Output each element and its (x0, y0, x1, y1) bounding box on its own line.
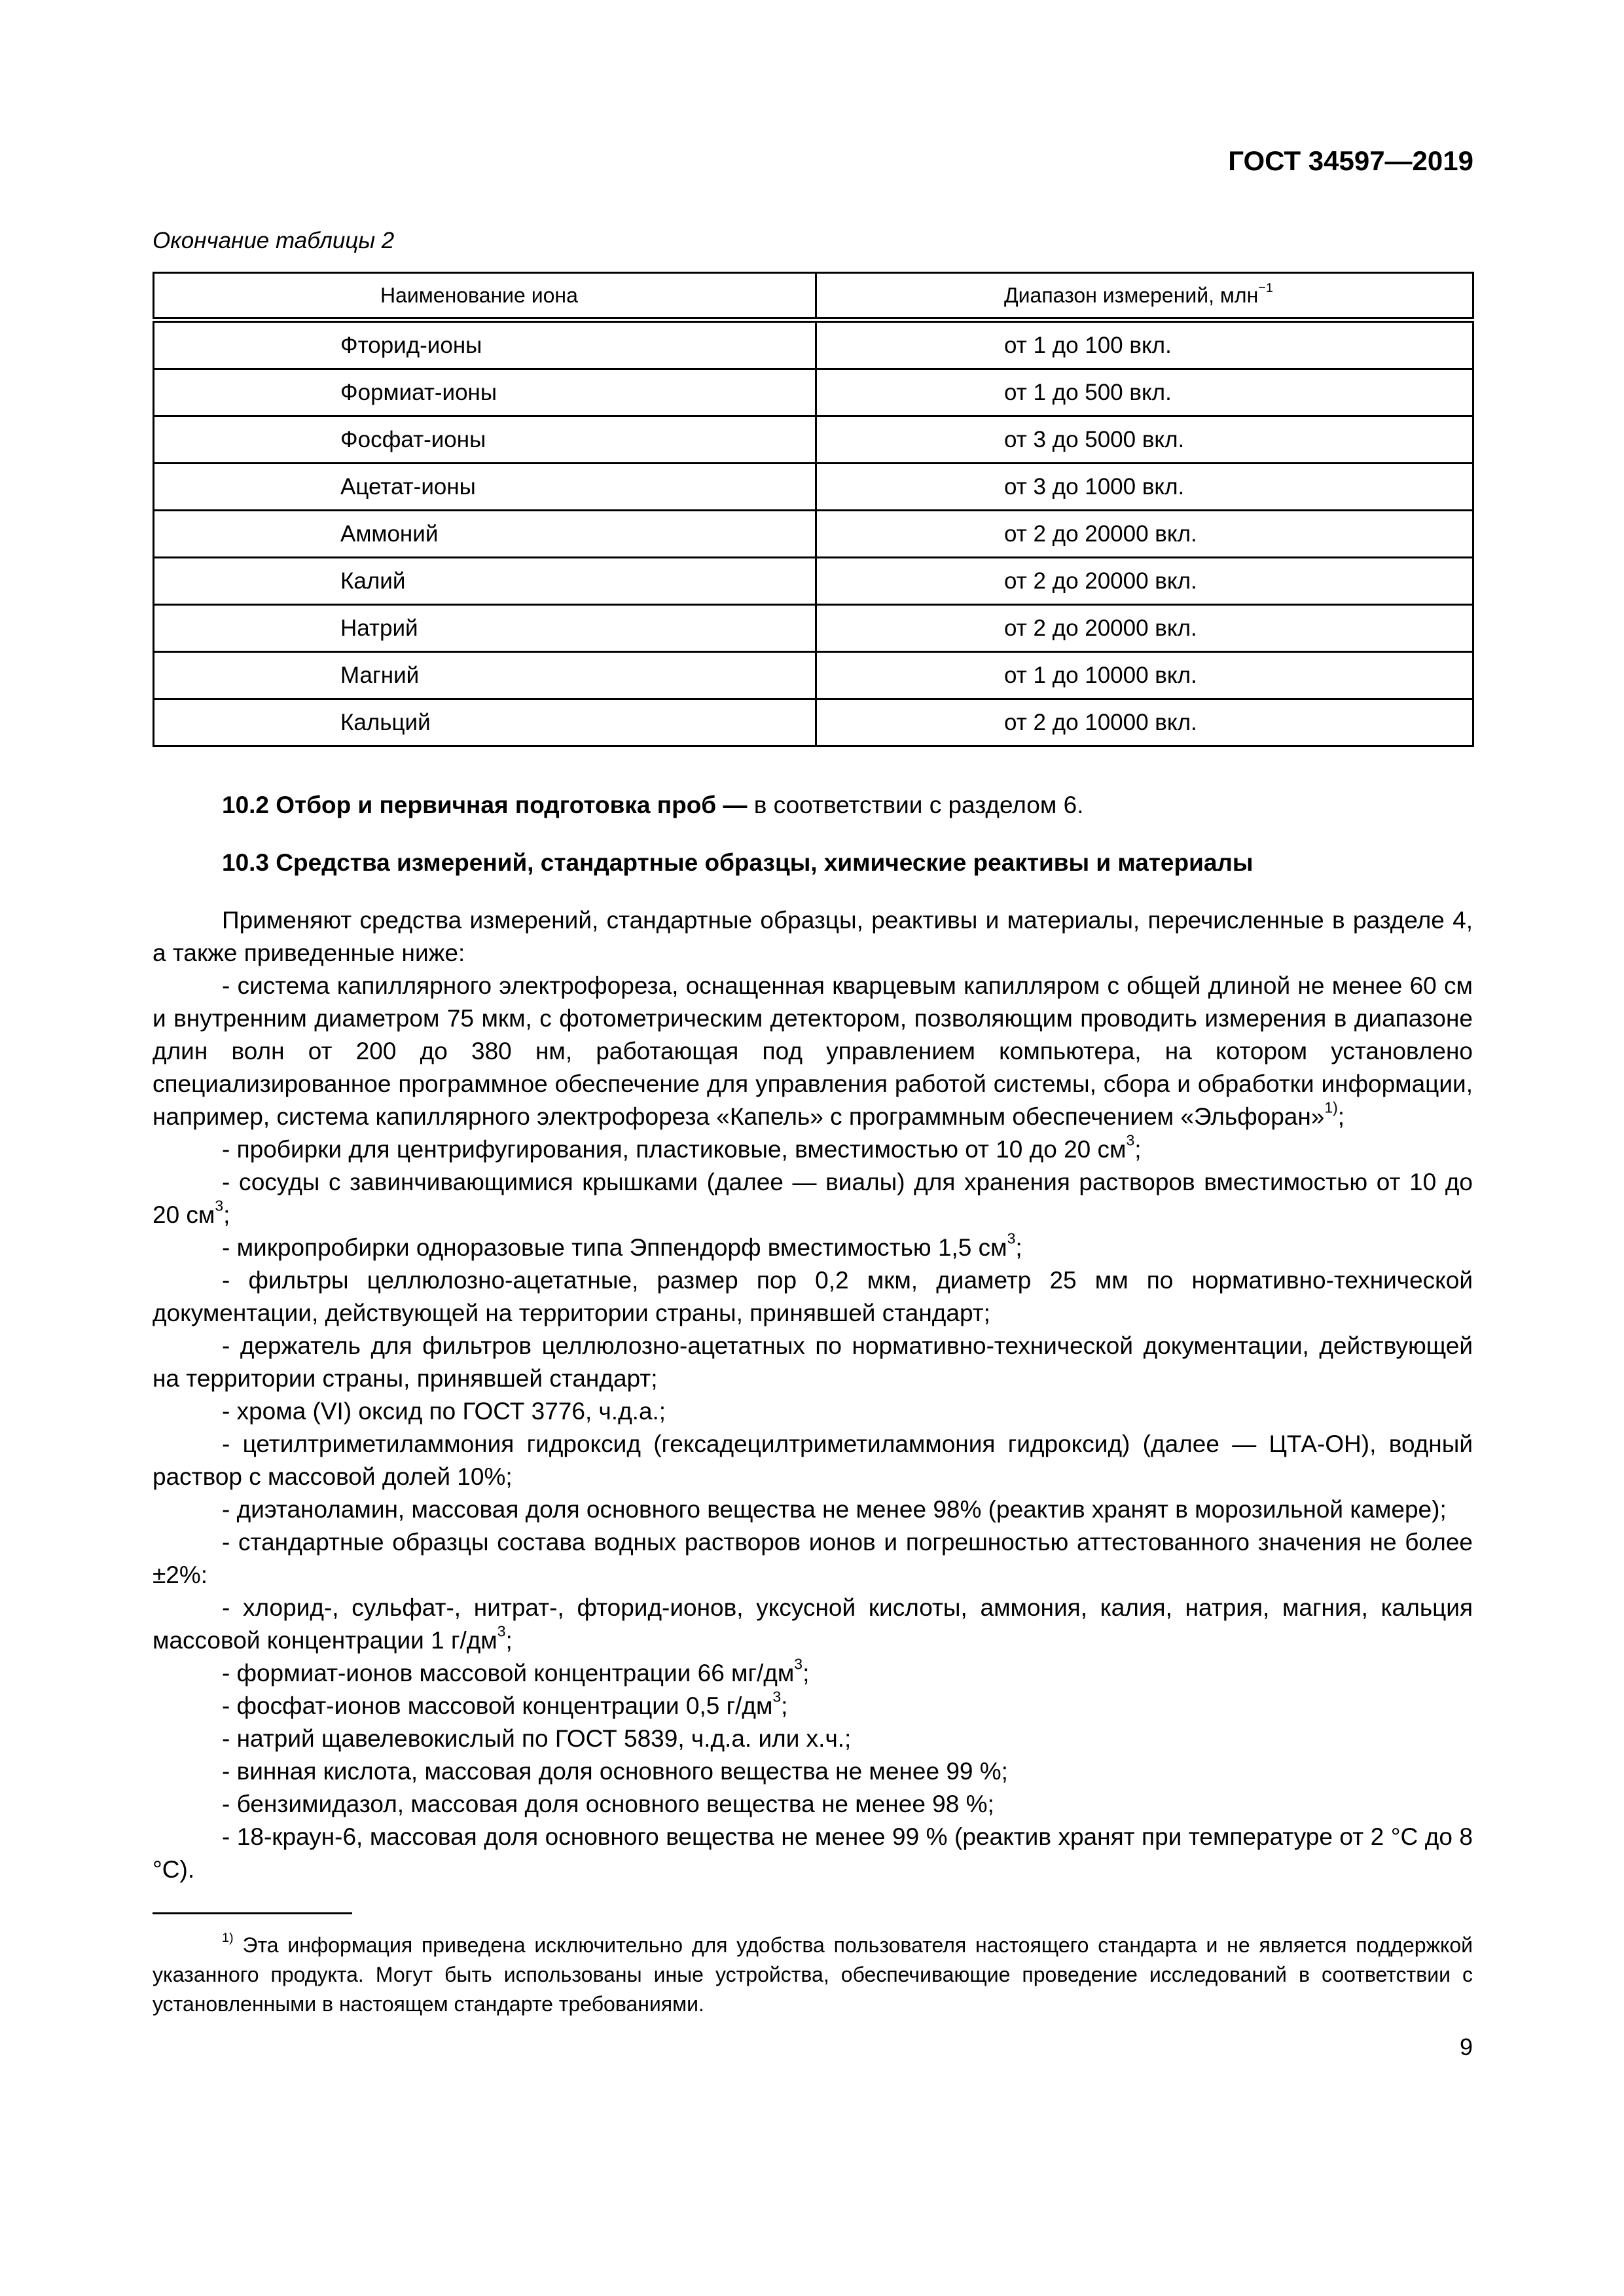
item-text: - сосуды с завинчивающимися крышками (далее — виалы) для хранения растворов вместимостью от 10 до 20 см (153, 1169, 1473, 1228)
item-text: - натрий щавелевокислый по ГОСТ 5839, ч.д.а. или х.ч.; (222, 1725, 852, 1752)
table-row (154, 699, 1473, 746)
measurement-range: от 1 до 10000 вкл. (816, 652, 1473, 699)
list-item (153, 1722, 1473, 1755)
table-row (154, 320, 1473, 369)
table-row (154, 369, 1473, 416)
document-code: ГОСТ 34597—2019 (1228, 145, 1473, 176)
item-text: - пробирки для центрифугирования, пластиковые, вместимостью от 10 до 20 см (222, 1136, 1127, 1163)
ion-name: Калий (154, 558, 816, 605)
item-tail: ; (781, 1692, 788, 1719)
table-row (154, 511, 1473, 558)
item-text: - хрома (VI) оксид по ГОСТ 3776, ч.д.а.; (222, 1398, 666, 1425)
ion-name: Магний (154, 652, 816, 699)
item-superscript: 3 (215, 1197, 224, 1214)
list-item (153, 1166, 1473, 1231)
ion-name: Ацетат-ионы (154, 464, 816, 511)
list-item (153, 1788, 1473, 1821)
ion-name: Натрий (154, 605, 816, 652)
list-item (153, 1133, 1473, 1166)
list-item (153, 1690, 1473, 1722)
item-text: - хлорид-, сульфат-, нитрат-, фторид-ионов, уксусной кислоты, аммония, калия, натрия, магния, кальция массовой концентрации 1 г/дм (153, 1594, 1473, 1654)
table-row (154, 558, 1473, 605)
list-item (153, 1428, 1473, 1493)
section-10-2-title: 10.2 Отбор и первичная подготовка проб — (222, 792, 748, 818)
ion-name: Формиат-ионы (154, 369, 816, 416)
item-text: - винная кислота, массовая доля основного вещества не менее 99 %; (222, 1758, 1008, 1785)
item-text: - микропробирки одноразовые типа Эппендорф вместимостью 1,5 см (222, 1234, 1007, 1261)
ion-name: Кальций (154, 699, 816, 746)
ion-name: Фосфат-ионы (154, 416, 816, 464)
header-range-sup: −1 (1258, 280, 1273, 295)
item-superscript: 3 (794, 1655, 803, 1673)
measurement-range: от 2 до 20000 вкл. (816, 558, 1473, 605)
paragraph-list (153, 904, 1473, 1886)
header-range (816, 273, 1473, 320)
item-tail: ; (1015, 1234, 1022, 1261)
document-body (153, 789, 1473, 2062)
table-row (154, 464, 1473, 511)
footnote-text: Эта информация приведена исключительно для удобства пользователя настоящего стандарта и не является поддержкой указанного продукта. Могут быть использованы иные устройства, обеспечивающие проведение исследований в соответствии с установленными в настоящем стандарте требованиями. (153, 1933, 1473, 2016)
item-text: - фильтры целлюлозно-ацетатные, размер пор 0,2 мкм, диаметр 25 мм по нормативно-технической документации, действующей на территории страны, принявшей стандарт; (153, 1267, 1473, 1326)
footnote-mark: 1) (222, 1931, 234, 1946)
header-ion-label: Наименование иона (380, 283, 578, 307)
list-item (153, 1592, 1473, 1657)
list-item (153, 1526, 1473, 1592)
list-item (153, 1330, 1473, 1395)
item-text: - держатель для фильтров целлюлозно-ацетатных по нормативно-технической документации, действующей на территории страны, принявшей стандарт; (153, 1332, 1473, 1392)
ion-name: Фторид-ионы (154, 320, 816, 369)
item-text: Применяют средства измерений, стандартные образцы, реактивы и материалы, перечисленные в разделе 4, а также приведенные ниже: (153, 907, 1473, 966)
header-ion (154, 273, 816, 320)
item-superscript: 1) (1324, 1099, 1338, 1116)
table-caption: Окончание таблицы 2 (153, 228, 395, 253)
table-row (154, 652, 1473, 699)
item-superscript: 3 (1126, 1131, 1135, 1149)
ion-range-table (153, 272, 1474, 747)
list-item (153, 1264, 1473, 1330)
item-superscript: 3 (772, 1688, 782, 1705)
item-superscript: 3 (1007, 1230, 1016, 1247)
measurement-range: от 2 до 20000 вкл. (816, 605, 1473, 652)
item-tail: ; (223, 1201, 230, 1228)
item-text: - фосфат-ионов массовой концентрации 0,5 г/дм (222, 1692, 773, 1719)
list-item (153, 970, 1473, 1133)
item-text: - диэтаноламин, массовая доля основного вещества не менее 98% (реактив хранят в морозильной камере); (222, 1496, 1447, 1523)
list-item (153, 1493, 1473, 1526)
section-10-2-text: в соответствии с разделом 6. (747, 792, 1084, 818)
header-range-label: Диапазон измерений, млн (1004, 283, 1259, 307)
table-row (154, 605, 1473, 652)
footnote (153, 1931, 1473, 2019)
ion-name: Аммоний (154, 511, 816, 558)
measurement-range: от 3 до 1000 вкл. (816, 464, 1473, 511)
item-text: - формиат-ионов массовой концентрации 66 мг/дм (222, 1660, 795, 1686)
measurement-range: от 2 до 20000 вкл. (816, 511, 1473, 558)
item-tail: ; (1337, 1103, 1345, 1130)
section-10-2 (153, 789, 1473, 822)
item-text: - стандартные образцы состава водных растворов ионов и погрешностью аттестованного значения не более ±2%: (153, 1529, 1473, 1588)
item-tail: ; (803, 1660, 810, 1686)
footnote-divider (153, 1912, 352, 1914)
item-text: - бензимидазол, массовая доля основного вещества не менее 98 %; (222, 1791, 994, 1817)
table-row (154, 416, 1473, 464)
measurement-range: от 2 до 10000 вкл. (816, 699, 1473, 746)
item-text: - система капиллярного электрофореза, оснащенная кварцевым капилляром с общей длиной не менее 60 см и внутренним диаметром 75 мкм, с фотометрическим детектором, позволяющим проводить измерения в диапазоне длин волн от 200 до 380 нм, работающая под управлением компьютера, на котором установлено специализированное программное обеспечение для управления работой системы, сбора и обработки информации, например, система капиллярного электрофореза «Капель» с программным обеспечением «Эльфоран» (153, 972, 1473, 1130)
measurement-range: от 3 до 5000 вкл. (816, 416, 1473, 464)
list-item (153, 1755, 1473, 1788)
item-superscript: 3 (497, 1622, 506, 1640)
list-item (153, 1395, 1473, 1428)
list-item (153, 1231, 1473, 1264)
list-item (153, 904, 1473, 970)
item-text: - 18-краун-6, массовая доля основного вещества не менее 99 % (реактив хранят при температуре от 2 °С до 8 °С). (153, 1823, 1473, 1883)
measurement-range: от 1 до 500 вкл. (816, 369, 1473, 416)
table-header-row (154, 273, 1473, 320)
item-text: - цетилтриметиламмония гидроксид (гексадецилтриметиламмония гидроксид) (далее — ЦТА-ОН), водный раствор с массовой долей 10%; (153, 1430, 1473, 1490)
list-item (153, 1821, 1473, 1886)
measurement-range: от 1 до 100 вкл. (816, 320, 1473, 369)
page-number: 9 (1459, 2033, 1473, 2060)
item-tail: ; (505, 1627, 513, 1654)
list-item (153, 1657, 1473, 1690)
section-10-3-title: 10.3 Средства измерений, стандартные образцы, химические реактивы и материалы (222, 849, 1254, 876)
item-tail: ; (1134, 1136, 1142, 1163)
